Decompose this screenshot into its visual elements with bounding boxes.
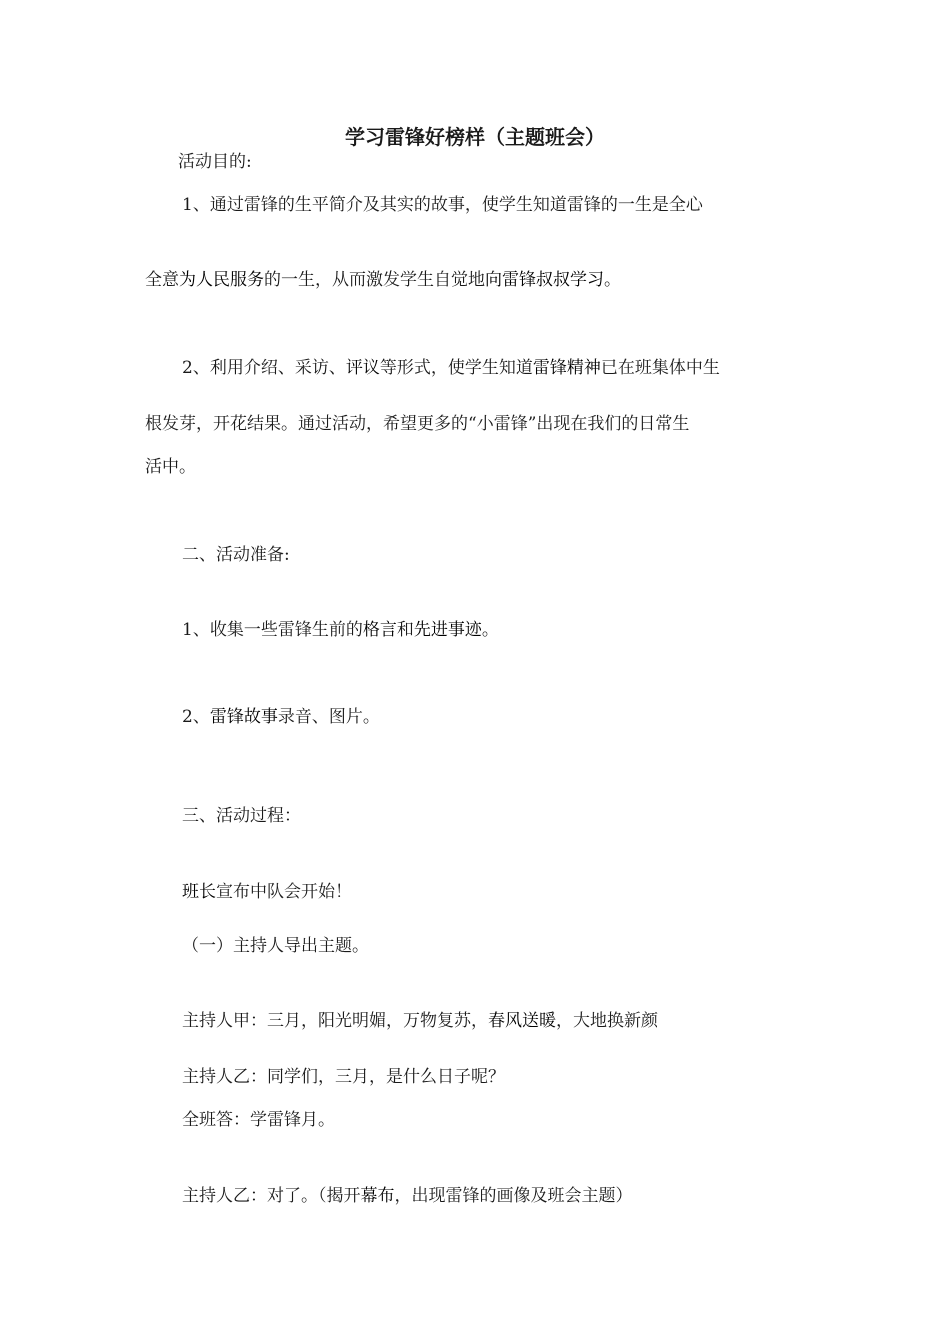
keyword-link: 幕布	[360, 1186, 395, 1206]
text-run: 2、利用介绍、采访、	[182, 358, 346, 378]
dialogue-line	[182, 1009, 658, 1033]
list-item	[182, 618, 499, 642]
section-heading-process: 三、活动过程：	[182, 806, 301, 826]
text-run: 的一生，从而激发学生自觉地	[264, 270, 485, 290]
subsection-heading: （一）主持人导出主题。	[182, 936, 369, 956]
text-run: 录音、图片。	[277, 707, 380, 727]
keyword-link: 雷锋精神	[532, 358, 601, 378]
paragraph-line	[182, 356, 720, 380]
dialogue-line	[182, 1184, 633, 1208]
keyword-link: 格言	[362, 620, 397, 640]
text-run: 。	[481, 620, 499, 640]
text-run: 全意	[145, 270, 179, 290]
text-run: 主持人甲：三月，阳光明媚，万物复苏，	[182, 1011, 488, 1031]
section-heading-preparation: 二、活动准备:	[182, 545, 290, 565]
keyword-link: 评议	[345, 358, 380, 378]
keyword-link: 春风送暖	[488, 1011, 556, 1031]
paragraph-line	[145, 268, 621, 292]
paragraph-line: 活中。	[145, 457, 196, 477]
section-heading-purpose: 活动目的:	[178, 152, 252, 172]
keyword-link: 班长	[182, 882, 216, 902]
text-run: ，大地换新颜	[556, 1011, 658, 1031]
text-run: 已在班集体中生	[600, 358, 720, 378]
keyword-link: 先进事迹	[413, 620, 482, 640]
text-run: 。	[604, 270, 621, 290]
paragraph-line	[182, 880, 352, 904]
text-run: 宣布中队会开始！	[216, 882, 352, 902]
text-run: 和	[396, 620, 414, 640]
paragraph-line: 1、通过雷锋的生平简介及其实的故事，使学生知道雷锋的一生是全心	[182, 195, 703, 215]
keyword-link: 为人民服务	[179, 270, 264, 290]
text-run: 1、收集一些雷锋生前的	[182, 620, 363, 640]
text-run: 2、	[182, 707, 210, 727]
dialogue-line: 全班答：学雷锋月。	[182, 1110, 335, 1130]
document-title: 学习雷锋好榜样（主题班会）	[345, 125, 605, 149]
text-run: 主持人乙：对了。（揭开	[182, 1186, 361, 1206]
paragraph-line: 根发芽，开花结果。通过活动，希望更多的“小雷锋”出现在我们的日常生	[145, 414, 690, 434]
list-item	[182, 705, 380, 729]
text-run: ，出现雷锋的画像及班会主题）	[394, 1186, 633, 1206]
keyword-link: 向雷锋叔叔学习	[485, 270, 604, 290]
dialogue-line: 主持人乙：同学们，三月，是什么日子呢？	[182, 1067, 505, 1087]
text-run: 等形式，使学生知道	[379, 358, 533, 378]
keyword-link: 雷锋故事	[209, 707, 278, 727]
